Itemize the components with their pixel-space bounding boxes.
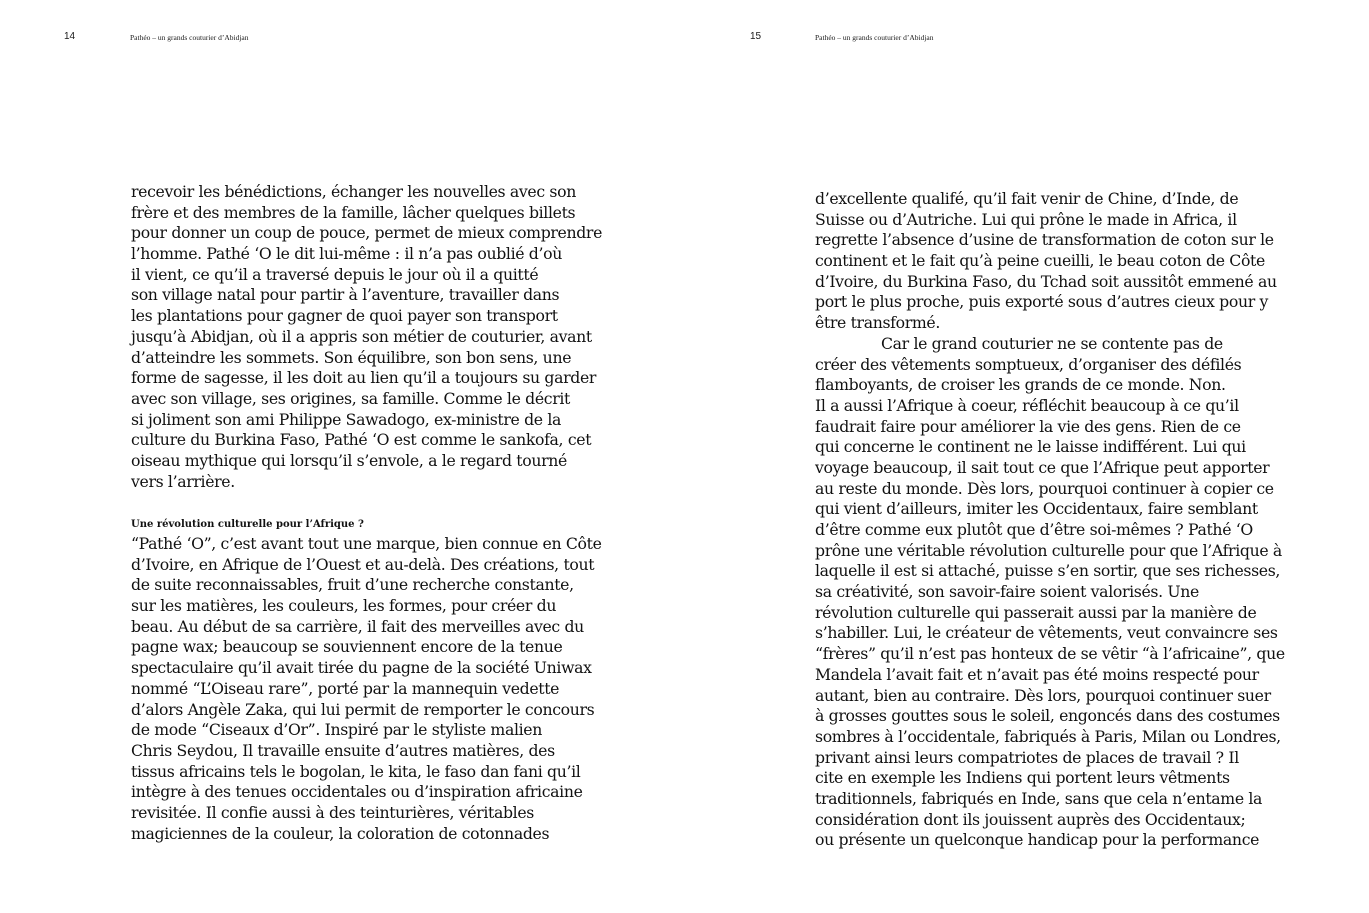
- paragraph: [815, 189, 1285, 851]
- text-line: Car le grand couturier ne se contente pas de: [881, 333, 1223, 353]
- text-line: les plantations pour gagner de quoi payer son transport: [131, 306, 558, 326]
- text-line: d’Ivoire, du Burkina Faso, du Tchad soit aussitôt emmené au: [815, 271, 1277, 291]
- text-line: frère et des membres de la famille, lâcher quelques billets: [131, 202, 576, 222]
- text-line: privant ainsi leurs compatriotes de places de travail ? Il: [815, 747, 1239, 767]
- text-line: regrette l’absence d’usine de transformation de coton sur le: [815, 230, 1274, 250]
- text-line: d’être comme eux plutôt que d’être soi-mêmes ? Pathé ‘O: [815, 520, 1253, 539]
- text-line: sombres à l’occidentale, fabriqués à Paris, Milan ou Londres,: [815, 726, 1281, 746]
- text-line: sur les matières, les couleurs, les formes, pour créer du: [131, 596, 557, 616]
- text-line: tissus africains tels le bogolan, le kita, le faso dan fani qu’il: [131, 761, 581, 781]
- text-line: créer des vêtements somptueux, d’organiser des défilés: [815, 354, 1242, 374]
- running-title: Pathéo – un grands couturier d’Abidjan: [130, 33, 249, 42]
- text-line: d’excellente qualifé, qu’il fait venir de Chine, d’Inde, de: [815, 189, 1239, 208]
- text-line: à grosses gouttes sous le soleil, engoncés dans des costumes: [815, 706, 1280, 726]
- right-page: [684, 0, 1369, 913]
- text-line: prône une véritable révolution culturelle pour que l’Afrique à: [815, 540, 1282, 560]
- text-line: qui vient d’ailleurs, imiter les Occidentaux, faire semblant: [815, 499, 1258, 519]
- text-line: Suisse ou d’Autriche. Lui qui prône le made in Africa, il: [815, 209, 1237, 229]
- text-line: laquelle il est si attaché, puisse s’en sortir, que ses richesses,: [815, 561, 1281, 581]
- text-line: cite en exemple les Indiens qui portent leurs vêtments: [815, 768, 1230, 788]
- text-line: Mandela l’avait fait et n’avait pas été moins respecté pour: [815, 664, 1259, 684]
- text-line: spectaculaire qu’il avait tirée du pagne de la société Uniwax: [131, 658, 592, 678]
- text-line: au reste du monde. Dès lors, pourquoi continuer à copier ce: [815, 478, 1274, 498]
- text-line: jusqu’à Abidjan, où il a appris son métier de couturier, avant: [131, 326, 592, 346]
- text-line: pour donner un coup de pouce, permet de mieux comprendre: [131, 223, 603, 243]
- text-line: avec son village, ses origines, sa famille. Comme le décrit: [131, 388, 570, 408]
- left-page: [0, 0, 684, 913]
- paragraph: [131, 534, 602, 844]
- text-line: traditionnels, fabriqués en Inde, sans que cela n’entame la: [815, 788, 1263, 808]
- text-line: vers l’arrière.: [131, 471, 235, 491]
- text-line: s’habiller. Lui, le créateur de vêtements, veut convaincre ses: [815, 623, 1278, 643]
- text-line: forme de sagesse, il les doit au lien qu’il a toujours su garder: [131, 368, 597, 388]
- text-line: il vient, ce qu’il a traversé depuis le jour où il a quitté: [131, 264, 539, 284]
- text-line: révolution culturelle qui passerait aussi par la manière de: [815, 602, 1257, 622]
- text-line: intègre à des tenues occidentales ou d’inspiration africaine: [131, 782, 583, 802]
- text-line: nommé “L’Oiseau rare”, porté par la mannequin vedette: [131, 678, 560, 698]
- text-line: continent et le fait qu’à peine cueilli, le beau coton de Côte: [815, 251, 1265, 271]
- text-line: d’alors Angèle Zaka, qui lui permit de remporter le concours: [131, 699, 595, 719]
- text-line: de suite reconnaissables, fruit d’une recherche constante,: [131, 575, 574, 595]
- text-line: pagne wax; beaucoup se souviennent encore de la tenue: [131, 637, 563, 657]
- text-line: “frères” qu’il n’est pas honteux de se vêtir “à l’africaine”, que: [815, 644, 1285, 664]
- text-line: culture du Burkina Faso, Pathé ‘O est comme le sankofa, cet: [131, 430, 592, 450]
- text-line: flamboyants, de croiser les grands de ce monde. Non.: [815, 375, 1226, 395]
- text-line: revisitée. Il confie aussi à des teinturières, véritables: [131, 802, 534, 822]
- text-line: si joliment son ami Philippe Sawadogo, ex-ministre de la: [131, 409, 562, 429]
- running-title: Pathéo – un grands couturier d’Abidjan: [815, 33, 934, 42]
- text-line: ou présente un quelconque handicap pour la performance: [815, 830, 1260, 850]
- text-line: considération dont ils jouissent auprès des Occidentaux;: [815, 809, 1246, 829]
- text-line: qui concerne le continent ne le laisse indifférent. Lui qui: [815, 437, 1246, 457]
- text-line: l’homme. Pathé ‘O le dit lui-même : il n’a pas oublié d’où: [131, 244, 562, 264]
- page-number: 14: [64, 31, 76, 42]
- text-line: voyage beaucoup, il sait tout ce que l’Afrique peut apporter: [815, 457, 1270, 477]
- text-line: magiciennes de la couleur, la coloration de cotonnades: [131, 823, 550, 843]
- text-line: Chris Seydou, Il travaille ensuite d’autres matières, des: [131, 740, 555, 760]
- page-number: 15: [750, 31, 762, 42]
- text-line: Il a aussi l’Afrique à coeur, réfléchit beaucoup à ce qu’il: [815, 395, 1239, 415]
- text-line: “Pathé ‘O”, c’est avant tout une marque, bien connue en Côte: [131, 534, 602, 553]
- text-line: faudrait faire pour améliorer la vie des gens. Rien de ce: [815, 416, 1241, 436]
- text-line: sa créativité, son savoir-faire soient valorisés. Une: [815, 582, 1199, 602]
- text-line: oiseau mythique qui lorsqu’il s’envole, a le regard tourné: [131, 450, 567, 470]
- text-line: beau. Au début de sa carrière, il fait des merveilles avec du: [131, 616, 584, 636]
- text-line: d’atteindre les sommets. Son équilibre, son bon sens, une: [131, 347, 572, 367]
- text-line: être transformé.: [815, 313, 940, 333]
- paragraph: [131, 182, 602, 492]
- text-line: recevoir les bénédictions, échanger les nouvelles avec son: [131, 182, 576, 201]
- text-line: d’Ivoire, en Afrique de l’Ouest et au-delà. Des créations, tout: [131, 554, 595, 574]
- text-line: son village natal pour partir à l’aventure, travailler dans: [131, 285, 560, 305]
- text-line: de mode “Ciseaux d’Or”. Inspiré par le styliste malien: [131, 720, 542, 740]
- text-line: autant, bien au contraire. Dès lors, pourquoi continuer suer: [815, 685, 1271, 705]
- section-heading: Une révolution culturelle pour l’Afrique ?: [131, 519, 364, 530]
- text-line: port le plus proche, puis exporté sous d’autres cieux pour y: [815, 292, 1268, 312]
